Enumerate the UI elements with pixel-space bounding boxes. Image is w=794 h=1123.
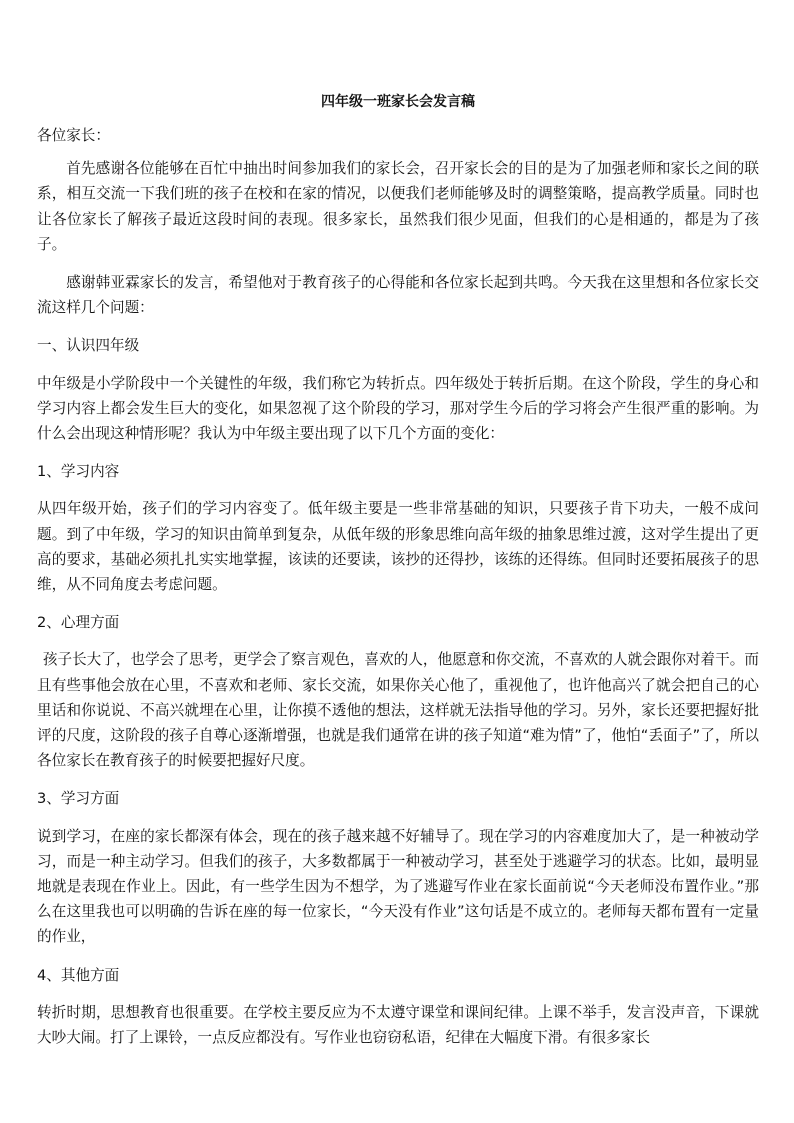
- greeting: 各位家长：: [37, 127, 110, 144]
- paragraph-intro: 首先感谢各位能够在百忙中抽出时间参加我们的家长会，召开家长会的目的是为了加强老师和家长之间的联系，相互交流一下我们班的孩子在校和在家的情况，以便我们老师能够及时的调整策略，提高教学质量。同时也让各位家长了解孩子最近这段时间的表现。很多家长，虽然我们很少见面，但我们的心是相通的，都是为了孩子。: [37, 160, 759, 253]
- subsection-heading-1: 1、学习内容: [37, 463, 120, 481]
- subsection-heading-2: 2、心理方面: [37, 614, 120, 632]
- document-page: [37, 92, 759, 1063]
- section-body-1: 中年级是小学阶段中一个关键性的年级，我们称它为转折点。四年级处于转折后期。在这个阶段，学生的身心和学习内容上都会发生巨大的变化，如果忽视了这个阶段的学习，那对学生今后的学习将会产生很严重的影响。为什么会出现这种情形呢？我认为中年级主要出现了以下几个方面的变化：: [37, 374, 759, 443]
- subsection-body-1: 从四年级开始，孩子们的学习内容变了。低年级主要是一些非常基础的知识，只要孩子肯下功夫，一般不成问题。到了中年级，学习的知识由简单到复杂，从低年级的形象思维向高年级的抽象思维过渡，这对学生提出了更高的要求，基础必须扎扎实实地掌握，该读的还要读，该抄的还得抄，该练的还得练。但同时还要拓展孩子的思维，从不同角度去考虑问题。: [37, 500, 759, 594]
- subsection-body-4: 转折时期，思想教育也很重要。在学校主要反应为不太遵守课堂和课间纪律。上课不举手，发言没声音，下课就大吵大闹。打了上课铃，一点反应都没有。写作业也窃窃私语，纪律在大幅度下滑。有很多家长: [37, 1003, 759, 1047]
- section-heading-1: 一、认识四年级: [37, 337, 140, 355]
- subsection-heading-4: 4、其他方面: [37, 966, 120, 984]
- subsection-body-3: 说到学习，在座的家长都深有体会，现在的孩子越来越不好辅导了。现在学习的内容难度加大了，是一种被动学习，而是一种主动学习。但我们的孩子，大多数都属于一种被动学习，甚至处于逃避学习的状态。比如，最明显地就是表现在作业上。因此，有一些学生因为不想学，为了逃避写作业在家长面前说“今天老师没布置作业。”那么在这里我也可以明确的告诉在座的每一位家长，“今天没有作业”这句话是不成立的。老师每天都布置有一定量的作业，: [37, 827, 759, 946]
- subsection-body-2: 孩子长大了，也学会了思考，更学会了察言观色，喜欢的人，他愿意和你交流，不喜欢的人就会跟你对着干。而且有些事他会放在心里，不喜欢和老师、家长交流，如果你关心他了，重视他了，也许他高兴了就会把自己的心里话和你说说、不高兴就埋在心里，让你摸不透他的想法，这样就无法指导他的学习。另外，家长还要把握好批评的尺度，这阶段的孩子自尊心逐渐增强，也就是我们通常在讲的孩子知道“难为情”了，他怕“丢面子”了，所以各位家长在教育孩子的时候要把握好尺度。: [37, 651, 759, 770]
- document-title: 四年级一班家长会发言稿: [321, 94, 475, 110]
- subsection-heading-3: 3、学习方面: [37, 790, 120, 808]
- paragraph-thanks: 感谢韩亚霖家长的发言，希望他对于教育孩子的心得能和各位家长起到共鸣。今天我在这里想和各位家长交流这样几个问题：: [37, 274, 759, 317]
